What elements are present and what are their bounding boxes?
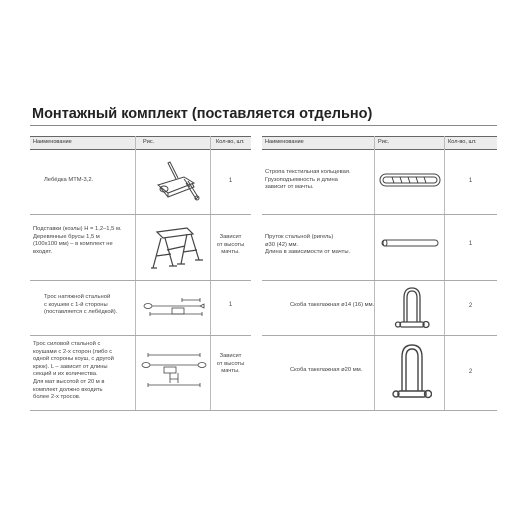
table-row xyxy=(30,280,251,336)
table-row xyxy=(30,149,251,215)
power-cable-icon xyxy=(140,349,208,389)
header-name: Наименование xyxy=(33,139,72,145)
table-row xyxy=(262,335,497,411)
table-row xyxy=(30,214,251,281)
winch-icon xyxy=(148,157,204,205)
item-quantity: 1 xyxy=(468,178,473,184)
table-row xyxy=(262,280,497,336)
right-table xyxy=(262,136,497,410)
trestle-icon xyxy=(147,220,205,274)
shackle-large-icon xyxy=(392,341,432,405)
item-description: Трос натяжной стальной с коушем с 1-й стороны (поставляется с лебёдкой). xyxy=(44,294,118,316)
header-pic: Рис. xyxy=(378,139,390,145)
tension-cable-icon xyxy=(142,290,208,324)
item-description: Пруток стальной (ригель) ø30 (42) мм. Длина в зависимости от мачты. xyxy=(265,234,351,256)
item-quantity: Зависит от высоты мачты. xyxy=(216,353,245,375)
item-description: Стропа текстильная кольцевая. Грузоподъемность и длина зависит от мачты. xyxy=(265,169,351,191)
left-table xyxy=(30,136,251,410)
header-name: Наименование xyxy=(265,139,304,145)
item-quantity: 1 xyxy=(228,302,233,308)
page-title: Монтажный комплект (поставляется отдельно) xyxy=(32,106,373,122)
item-description: Лебёдка МТМ-3,2. xyxy=(44,177,94,183)
header-qty: Кол-во, шт. xyxy=(448,139,477,145)
item-description: Трос силовой стальной с коушами с 2-х сторон (либо с одной стороны коуш, с другой крюк). L – зависит от длины секций и их количества. Для мат высотой от 20 м в комплект должно входить более 2-х тросов. xyxy=(33,341,114,401)
item-quantity: 2 xyxy=(468,303,473,309)
item-description: Подставки (козлы) Н = 1,2–1,5 м. Деревянные брусы 1,5 м (100х100 мм) – в комплект не входят. xyxy=(33,226,122,255)
table-row xyxy=(262,149,497,215)
item-description: Скоба такелажная ø14 (16) мм. xyxy=(290,302,375,308)
textile-sling-icon xyxy=(378,171,442,189)
right-table-header xyxy=(262,136,497,150)
item-quantity: 1 xyxy=(228,178,233,184)
header-pic: Рис. xyxy=(143,139,155,145)
item-quantity: Зависит от высоты мачты. xyxy=(216,234,245,256)
header-qty: Кол-во, шт. xyxy=(216,139,245,145)
item-quantity: 1 xyxy=(468,241,473,247)
table-row xyxy=(262,214,497,281)
item-description: Скоба такелажная ø20 мм. xyxy=(290,367,363,373)
table-row xyxy=(30,335,251,411)
title-underline xyxy=(30,125,497,126)
left-table-header xyxy=(30,136,251,150)
bottom-rule xyxy=(30,410,497,411)
shackle-small-icon xyxy=(394,284,430,334)
steel-bar-icon xyxy=(380,238,440,248)
item-quantity: 2 xyxy=(468,369,473,375)
